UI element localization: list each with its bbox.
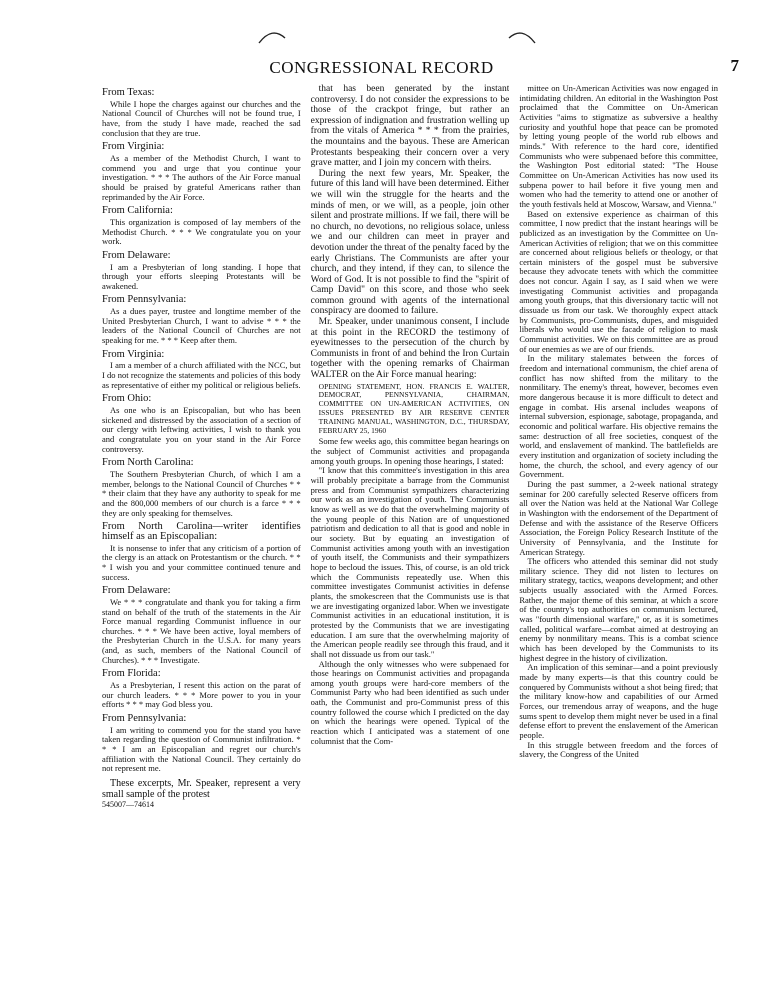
body-paragraph: In this struggle between freedom and the forces of slavery, the Congress of the United	[519, 739, 719, 760]
body-paragraph: As a member of the Methodist Church, I want to commend you and urge that you continue your investigation. * * * The authors of the Air Force manual should be praised by grateful Americans rather than reprimanded by the Air Force.	[102, 152, 301, 202]
letter-origin-heading: From California:	[102, 205, 173, 217]
body-paragraph: As a dues payer, trustee and longtime member of the United Presbyterian Church, I want to advise * * * the leaders of the National Council of Churches are not speaking for me. * * * Keep after them.	[102, 306, 301, 346]
body-paragraph: "I know that this committee's investigation in this area will probably precipitate a barrage from the Communist press and from Communist sympathizers characterizing our work as an investigation of youth. The Communists know as well as we do that the overwhelming majority of the young people of this Nation are of unquestioned patriotism and dedication to all that is good and noble in our society. But by equating an investigation of Communist activities among youth with an investigation of youth itself, the Communists and their sympathizers hope to becloud the issues. This, of course, is an old trick which the Communists repeatedly use. When this committee investigates Communist activities in defense plants, the smokescreen that the Communists use is that we are investigating organized labor. When we investigate Communist activities in an educational institution, it is protested by the Communists that we are investigating education. I am sure that the overwhelming majority of the American people readily see through this fraud, and it shall not dissuade us from our task."	[310, 465, 510, 659]
body-paragraph: that has been generated by the instant controversy. I do not consider the expressions to be those of the crackpot fringe, but rather an expression of indignation and frustration welling up from the vitals of America * * * from the prairies, the mountains and the bayous. These are American Protestants bespeaking their concern over a very grave matter, and I join my concern with theirs.	[310, 84, 510, 169]
registration-mark-left	[258, 30, 286, 44]
body-paragraph: This organization is composed of lay members of the Methodist Church. * * * We congratulate you on your work.	[102, 216, 301, 247]
letter-origin-heading: From Ohio:	[102, 393, 152, 405]
letter-origin-heading: From Florida:	[102, 668, 161, 680]
letter-origin-heading: From Delaware:	[102, 249, 171, 261]
body-paragraph: An implication of this seminar—and a point previously made by many experts—is that this country could be conquered by Communists without a shot being fired; that the military know-how and capabilities of our Armed Forces, our tremendous array of weapons, and the huge sums spent to develop them might never be used in a final defense effort to prevent the enslavement of the American people.	[519, 662, 719, 740]
letter-origin-heading: From Virginia:	[102, 141, 165, 153]
letter-origin-heading: From Virginia:	[102, 348, 165, 360]
body-paragraph: In the military stalemates between the forces of freedom and international communism, the chief arena of conflict has now shifted from the military to the nonmilitary. The enemy's threat, however, becomes even more dangerous because it is more difficult to detect and engage in combat. His arsenal includes weapons of internal subversion, espionage, sabotage, propaganda, and economic and political warfare. His objective remains the same: destruction of all free societies, conquest of the world, and enslavement of mankind. The battlefields are every institution and organization of society including the home, the church, the school, and every agency of our Government.	[519, 353, 719, 480]
letter-origin-heading: From Pennsylvania:	[102, 713, 187, 725]
page-header	[0, 58, 763, 84]
body-paragraph: Mr. Speaker, under unanimous consent, I include at this point in the RECORD the testimony of eyewitnesses to the persecution of the church by Communists in front of and behind the Iron Curtain together with the opening remarks of Chairman WALTER on the Air Force manual hearing:	[310, 317, 510, 381]
body-paragraph: We * * * congratulate and thank you for taking a firm stand on behalf of the truth of the statements in the Air Force manual regarding Communist influence in our churches. * * * We have been active, loyal members of the Presbyterian Church in the U.S.A. for many years (and, as such, members of the National Council of Churches). * * * Investigate.	[102, 596, 301, 665]
body-paragraph: I am a Presbyterian of long standing. I hope that through your efforts sleeping Protestants will be awakened.	[102, 261, 301, 291]
body-paragraph: As a Presbyterian, I resent this action on the parat of our church leaders. * * * More power to you in your efforts * * * may God bless you.	[102, 680, 301, 710]
body-paragraph: Although the only witnesses who were subpenaed for those hearings on Communist activities and propaganda among youth groups were hard-core members of the Communist Party who had been identified as such under oath, the Communist and pro-Communist press of this country followed the course which I predicted on the day on which the hearings were opened. Typical of the reaction which I anticipated was a statement of one columnist that the Com-	[310, 658, 510, 746]
text-columns	[102, 84, 718, 944]
body-paragraph: While I hope the charges against our churches and the National Council of Churches will not be found true, I have, from the study I have made, reached the sad conclusion that they are true.	[102, 98, 301, 138]
column-right	[519, 84, 718, 944]
body-paragraph: The Southern Presbyterian Church, of which I am a member, belongs to the National Council of Churches * * * their claim that they have any authority to speak for me and the 800,000 members of our church is a farce * * * they are only speaking for themselves.	[102, 468, 301, 518]
top-registration-marks	[0, 30, 763, 50]
column-middle	[311, 84, 510, 944]
print-code: 545007—74614	[102, 800, 154, 810]
body-paragraph: The officers who attended this seminar did not study military science. They did not listen to lectures on military strategy, tactics, weapons development; and other subjects usually associated with the Armed Forces. Rather, the major theme of this seminar, at which a score of the country's top authorities on communism lectured, was "fourth dimensional warfare," or, as it is sometimes called, political warfare—combat aimed at destroying an enemy by nonmilitary means. This is a combat science which has been developed by the Communists to its highest degree in the history of civilization.	[519, 556, 719, 663]
body-paragraph: mittee on Un-American Activities was now engaged in intimidating children. An editorial in the Washington Post proclaimed that the Committee on Un-American Activities "aims to stigmatize as subversive a healthy curiosity and youthful hope that peace can be promoted by letting young people of the world rub elbows and minds." With reference to the hard core, identified Communists who were subpenaed before this committee, the Washington Post editorial stated: "The House Committee on Un-American Activities has now used its subpena power to hail before it five young men and women who had the temerity to attend one or another of the youth festivals held at Moscow, Warsaw, and Vienna."	[519, 84, 719, 209]
letter-origin-heading: From Pennsylvania:	[102, 294, 187, 306]
body-paragraph: These excerpts, Mr. Speaker, represent a very small sample of the protest	[102, 778, 301, 801]
publication-title: CONGRESSIONAL RECORD	[269, 58, 494, 77]
column-left	[102, 84, 301, 944]
body-paragraph: It is nonsense to infer that any criticism of a portion of the clergy is an attack on Protestantism or the church. * * * I wish you and your committee continued tenure and success.	[102, 542, 301, 582]
body-paragraph: Some few weeks ago, this committee began hearings on the subject of Communist activities and propaganda among youth groups. In opening those hearings, I stated:	[310, 436, 510, 466]
body-paragraph: I am writing to commend you for the stand you have taken regarding the question of Communist infiltration. * * * I am an Episcopalian and regret our church's affiliation with the National Council. They certainly do not represent me.	[102, 724, 301, 774]
body-paragraph: Based on extensive experience as chairman of this committee, I now predict that the instant hearings will be publicized as an investigation by the Committee on Un-American Activities of religion; that we on this committee are concerned about religious beliefs or theology, or that certain ministers of the gospel must be subversive because they advocate tenets with which the committee does not concur. Again I say, as I said when we were investigating Communist activities and propaganda among youth groups, that this diversionary tactic will not dissuade us from our task. We thoroughly expect attack by Communists, pro-Communists, dupes, and misguided liberals who would use the facade of religion to mask Communist activities. We on this committee are as proud of our enemies as we are of our friends.	[519, 208, 719, 354]
letter-origin-heading: From North Carolina:	[102, 457, 194, 469]
letter-origin-heading: From Delaware:	[102, 585, 171, 597]
body-paragraph: As one who is an Episcopalian, but who has been sickened and distressed by the association of a section of our clergy with leftwing activities, I wish to thank you and congratulate you on your stand in the Air Force controversy.	[102, 405, 301, 454]
body-paragraph: During the past summer, a 2-week national strategy seminar for 200 carefully selected Reserve officers from all over the Nation was held at the National War College in Washington with the endorsement of the Department of Defense and with the assistance of the Reserve Officers Association, the Foreign Policy Research Institute of the University of Pennsylvania, and the Institute for American Strategy.	[519, 478, 719, 557]
body-paragraph: I am a member of a church affiliated with the NCC, but I do not recognize the statements and policies of this body as representative of either my political or religious beliefs.	[102, 360, 301, 390]
letter-origin-heading: From Texas:	[102, 87, 155, 98]
letter-origin-heading: From North Carolina—writer identifies himself as an Episcopalian:	[102, 521, 301, 542]
body-paragraph: During the next few years, Mr. Speaker, the future of this land will have been determined. Either we will win the struggle for the hearts and the minds of men, or we will, as a people, join other silent and prostrate millions. If we fail, there will be no church, no devotions, no religious solace, unless we and our children can meet in prayer and devotion under the threat of the penalty faced by the early Christians. The Communists are after your church, and they intend, if they can, to silence the Word of God. It is not possible to find the "spirit of Camp David" on this score, and those who seek common ground with agents of the international conspiracy are doomed to failure.	[310, 168, 510, 317]
statement-caption: OPENING STATEMENT, HON. FRANCIS E. WALTER, DEMOCRAT, PENNSYLVANIA, CHAIRMAN, COMMITTEE ON UN-AMERICAN ACTIVITIES, ON ISSUES PRESENTED BY AIR RESERVE CENTER TRAINING MANUAL, WASHINGTON, D.C., THURSDAY, FEBRUARY 25, 1960	[318, 381, 510, 435]
registration-mark-right	[508, 30, 536, 44]
page-number: 7	[730, 56, 739, 75]
